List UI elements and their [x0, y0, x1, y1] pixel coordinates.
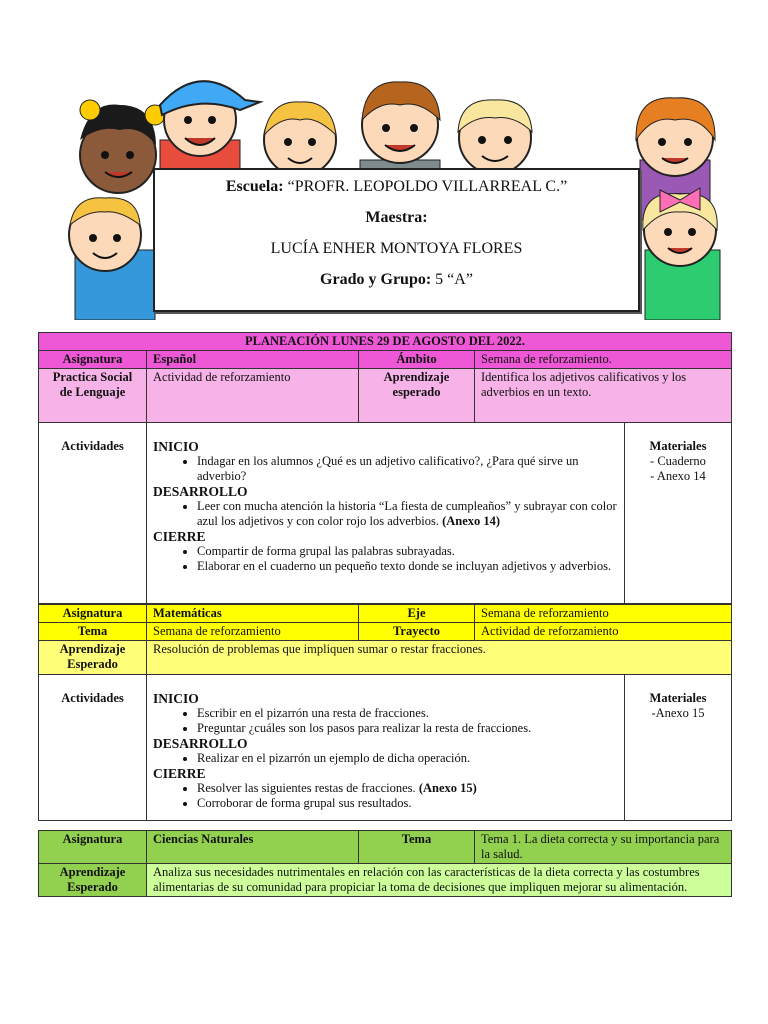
espanol-asignatura: Español — [147, 351, 359, 369]
list-item: • Preguntar ¿cuáles son los pasos para realizar la resta de fracciones. — [197, 721, 618, 736]
mate-actividades-label: Actividades — [39, 675, 147, 821]
list-item — [197, 781, 618, 796]
espanol-table — [38, 332, 732, 604]
mate-anexo-ref: (Anexo 15) — [418, 781, 477, 795]
material-item: - Anexo 14 — [650, 469, 706, 483]
espanol-aprendizaje: Identifica los adjetivos calificativos y los adverbios en un texto. — [475, 369, 732, 423]
espanol-actividades — [147, 423, 625, 604]
grade-line — [155, 271, 638, 289]
mate-actividades — [147, 675, 625, 821]
mate-trayecto: Actividad de reforzamiento — [475, 623, 732, 641]
espanol-desarrollo-heading: DESARROLLO — [153, 484, 248, 499]
ciencias-table — [38, 830, 732, 897]
mate-cierre-heading: CIERRE — [153, 766, 206, 781]
teacher-name: LUCÍA ENHER MONTOYA FLORES — [270, 240, 523, 257]
espanol-desarrollo-list — [153, 499, 618, 529]
list-item: • Realizar en el pizarrón un ejemplo de dicha operación. — [197, 751, 618, 766]
espanol-inicio-heading: INICIO — [153, 439, 199, 454]
school-line — [155, 178, 638, 196]
mate-eje: Semana de reforzamiento — [475, 605, 732, 623]
mate-tema-label: Tema — [39, 623, 147, 641]
list-item: • Corroborar de forma grupal sus resultados. — [197, 796, 618, 811]
ciencias-tema-label: Tema — [359, 831, 475, 864]
material-item: -Anexo 15 — [651, 706, 705, 720]
teacher-label: Maestra: — [365, 209, 428, 226]
school-header-box — [153, 168, 640, 312]
material-item: - Cuaderno — [650, 454, 706, 468]
mate-asignatura: Matemáticas — [147, 605, 359, 623]
mate-eje-label: Eje — [359, 605, 475, 623]
mate-materiales-label: Materiales — [649, 691, 707, 705]
ciencias-aprendizaje-label: Aprendizaje Esperado — [39, 864, 147, 897]
ciencias-tema: Tema 1. La dieta correcta y su importancia para la salud. — [475, 831, 732, 864]
list-item: • Escribir en el pizarrón una resta de fracciones. — [197, 706, 618, 721]
school-label: Escuela: — [225, 178, 284, 195]
mate-cierre-text: Resolver las siguientes restas de fracciones. — [197, 781, 416, 795]
espanol-cierre-list — [153, 544, 618, 574]
mate-asignatura-label: Asignatura — [39, 605, 147, 623]
matematicas-table — [38, 604, 732, 821]
mate-inicio-heading: INICIO — [153, 691, 199, 706]
espanol-cierre-heading: CIERRE — [153, 529, 206, 544]
list-item: • Compartir de forma grupal las palabras subrayadas. — [197, 544, 618, 559]
list-item — [197, 499, 618, 529]
espanol-asignatura-label: Asignatura — [39, 351, 147, 369]
list-item: • Elaborar en el cuaderno un pequeño texto donde se incluyan adjetivos y adverbios. — [197, 559, 618, 574]
grade-value: 5 “A” — [435, 271, 473, 288]
espanol-materiales — [625, 423, 732, 604]
mate-materiales — [625, 675, 732, 821]
school-name: “PROFR. LEOPOLDO VILLARREAL C.” — [287, 178, 568, 195]
mate-desarrollo-list — [153, 751, 618, 766]
espanol-practica-label: Practica Social de Lenguaje — [39, 369, 147, 423]
espanol-materiales-label: Materiales — [649, 439, 707, 453]
mate-inicio-list — [153, 706, 618, 736]
ciencias-asignatura: Ciencias Naturales — [147, 831, 359, 864]
ciencias-aprendizaje: Analiza sus necesidades nutrimentales en relación con las características de la dieta correcta y las costumbres alimentarias de su comunidad para propiciar la toma de decisiones que impliquen mejorar su alimentación. — [147, 864, 732, 897]
espanol-aprendizaje-label: Aprendizaje esperado — [359, 369, 475, 423]
espanol-ambito: Semana de reforzamiento. — [475, 351, 732, 369]
mate-desarrollo-heading: DESARROLLO — [153, 736, 248, 751]
mate-aprendizaje-label: Aprendizaje Esperado — [39, 641, 147, 675]
espanol-ambito-label: Ámbito — [359, 351, 475, 369]
ciencias-asignatura-label: Asignatura — [39, 831, 147, 864]
mate-tema: Semana de reforzamiento — [147, 623, 359, 641]
mate-aprendizaje: Resolución de problemas que impliquen sumar o restar fracciones. — [147, 641, 732, 675]
kid-face-8 — [643, 188, 720, 320]
kid-face-7 — [69, 198, 155, 320]
mate-trayecto-label: Trayecto — [359, 623, 475, 641]
espanol-actividades-label: Actividades — [39, 423, 147, 604]
list-item: • Indagar en los alumnos ¿Qué es un adjetivo calificativo?, ¿Para qué sirve un adverbio? — [197, 454, 618, 484]
espanol-practica: Actividad de reforzamiento — [147, 369, 359, 423]
plan-title: PLANEACIÓN LUNES 29 DE AGOSTO DEL 2022. — [39, 333, 732, 351]
grade-label: Grado y Grupo: — [320, 271, 432, 288]
espanol-desarrollo-text: Leer con mucha atención la historia “La fiesta de cumpleaños” y subrayar con color azul los adjetivos y con color rojo los adverbios. — [197, 499, 617, 528]
espanol-inicio-list — [153, 454, 618, 484]
mate-cierre-list — [153, 781, 618, 811]
espanol-anexo-ref: (Anexo 14) — [442, 514, 501, 528]
